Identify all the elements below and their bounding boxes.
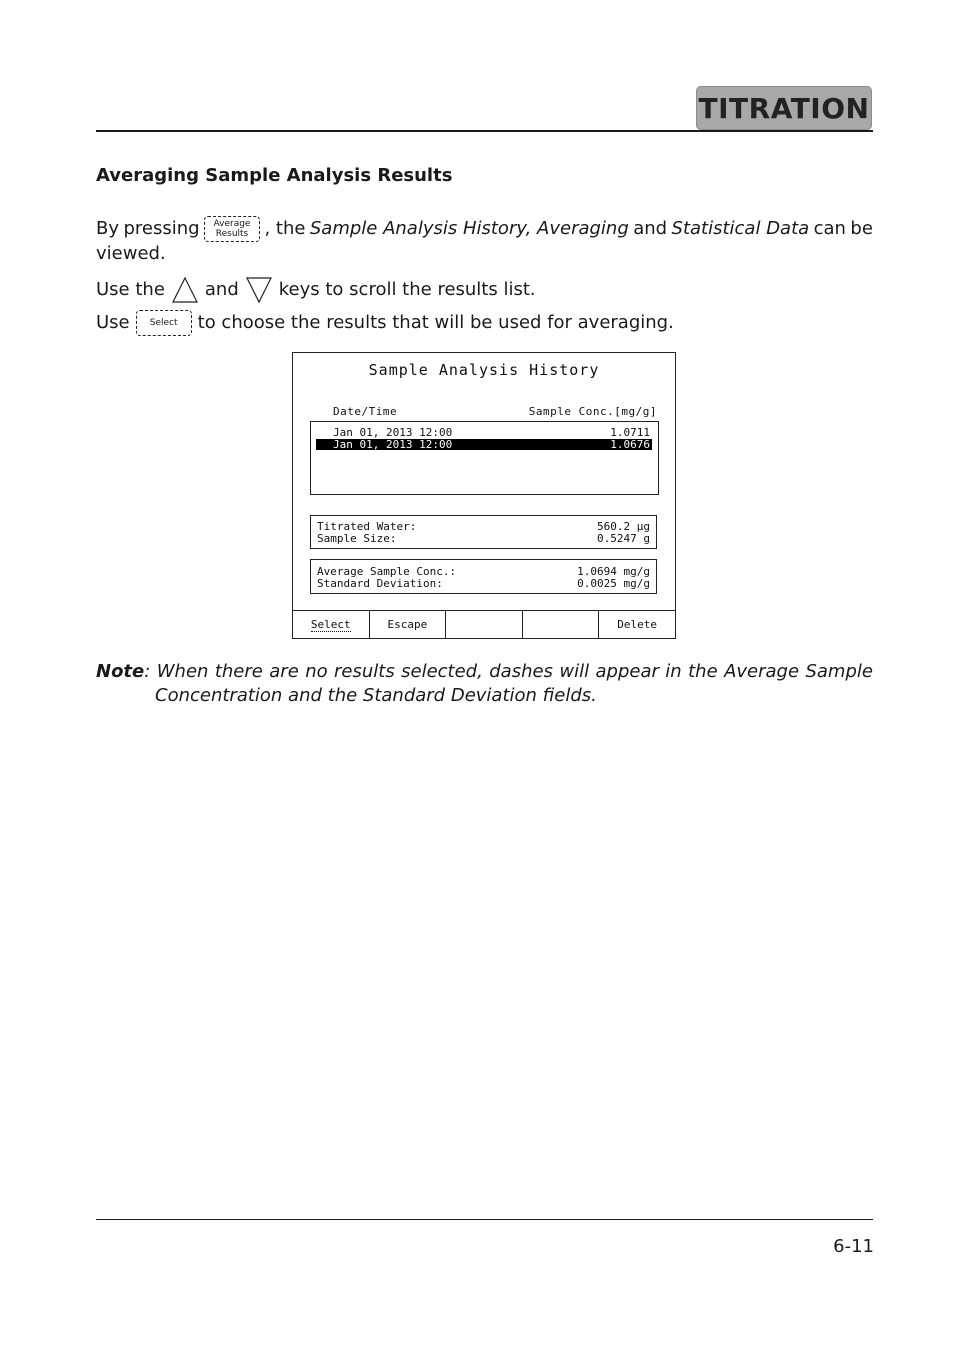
sample-size-label: Sample Size: — [317, 532, 397, 545]
history-row-selected[interactable] — [316, 439, 652, 450]
note-word: Average — [724, 661, 800, 682]
lcd-title: Sample Analysis History — [368, 361, 600, 379]
average-conc-label: Average Sample Conc.: — [317, 565, 457, 578]
lcd-screen — [292, 352, 676, 639]
note-label: Note — [96, 661, 145, 682]
softkey-label: Delete — [617, 618, 658, 631]
history-list[interactable] — [310, 421, 659, 495]
chapter-badge — [696, 86, 872, 130]
note-word: no — [305, 661, 328, 682]
text-fragment: Use — [96, 312, 130, 333]
header-rule — [96, 130, 873, 132]
note-line1 — [96, 660, 873, 684]
up-arrow-key-icon — [171, 276, 199, 304]
note-word: results — [334, 661, 395, 682]
note-word: there — [214, 661, 263, 682]
paragraph-scroll-keys — [96, 276, 536, 304]
note-word: the — [688, 661, 718, 682]
text-word: and — [633, 218, 668, 239]
paragraph-average-results — [96, 216, 873, 266]
std-dev-line — [311, 578, 656, 590]
softkey-blank-1[interactable] — [446, 611, 523, 638]
page-number: 6-11 — [833, 1236, 874, 1257]
std-dev-value: 0.0025 mg/g — [577, 577, 650, 590]
down-arrow-key-icon — [245, 276, 273, 304]
text-fragment: keys to scroll the results list. — [278, 279, 536, 300]
key-label: Select — [149, 318, 178, 328]
note-word: in — [665, 661, 682, 682]
softkey-blank-2[interactable] — [523, 611, 600, 638]
softkey-select[interactable] — [293, 611, 370, 638]
note-word: selected, — [401, 661, 483, 682]
softkey-label: Escape — [387, 618, 428, 631]
section-title: Averaging Sample Analysis Results — [96, 165, 453, 186]
note-label-group — [96, 660, 150, 684]
column-header-conc: Sample Conc.[mg/g] — [528, 405, 657, 418]
text-word: By — [96, 218, 120, 239]
footer-rule — [96, 1219, 873, 1220]
text-fragment: Use the — [96, 279, 165, 300]
sample-info-box — [310, 515, 657, 549]
note-word: are — [269, 661, 299, 682]
note-word: will — [559, 661, 590, 682]
titrated-water-label: Titrated Water: — [317, 520, 417, 533]
text-word: pressing — [123, 218, 200, 239]
text-word: can — [813, 218, 846, 239]
history-row[interactable] — [316, 427, 652, 438]
column-header-date: Date/Time — [333, 405, 398, 418]
note-colon: : — [144, 661, 151, 682]
statistics-box — [310, 559, 657, 594]
text-fragment: and — [204, 279, 239, 300]
text-word: be — [850, 218, 873, 239]
sample-size-value: 0.5247 g — [597, 532, 650, 545]
row-date: Jan 01, 2013 12:00 — [333, 438, 453, 451]
key-label-line2: Results — [215, 229, 249, 239]
sample-size-line — [311, 533, 656, 545]
text-line: viewed. — [96, 243, 166, 264]
row-date: Jan 01, 2013 12:00 — [333, 426, 453, 439]
key-label-line1: Average — [213, 219, 251, 229]
note-word: dashes — [489, 661, 553, 682]
row-value: 1.0676 — [610, 438, 650, 451]
std-dev-label: Standard Deviation: — [317, 577, 443, 590]
softkey-delete[interactable] — [599, 611, 675, 638]
paragraph-select-key — [96, 310, 674, 336]
note-word: When — [156, 661, 209, 682]
note-word: Sample — [805, 661, 873, 682]
select-key-icon — [136, 310, 192, 336]
note-word: appear — [595, 661, 659, 682]
average-results-key-icon — [204, 216, 260, 242]
note — [96, 660, 873, 708]
softkey-bar — [293, 610, 675, 638]
softkey-label: Select — [310, 617, 351, 631]
softkey-escape[interactable] — [370, 611, 447, 638]
text-word: , the — [264, 218, 306, 239]
note-line2: Concentration and the Standard Deviation fields. — [155, 685, 597, 706]
text-italic: Sample Analysis History, Averaging — [309, 218, 629, 239]
chapter-title: TITRATION — [698, 91, 870, 125]
average-conc-value: 1.0694 mg/g — [577, 565, 650, 578]
row-value: 1.0711 — [610, 426, 650, 439]
text-italic: Statistical Data — [671, 218, 810, 239]
text-fragment: to choose the results that will be used for averaging. — [197, 312, 674, 333]
titrated-water-value: 560.2 µg — [597, 520, 650, 533]
